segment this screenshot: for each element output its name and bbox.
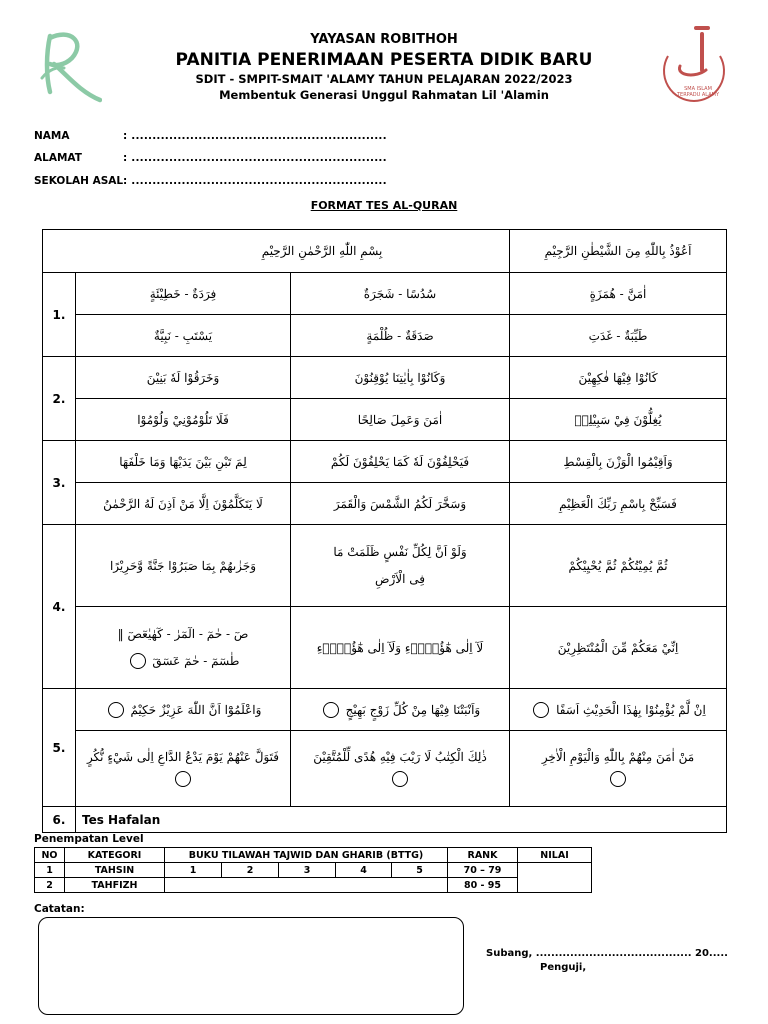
table-row (43, 357, 727, 399)
reading-cell: اِنِّيْ مَعَكُمْ مِّنَ الْمُنْتَظِرِيْنَ (510, 607, 727, 689)
basmalah-cell: بِسْمِ اللّٰهِ الرَّحْمٰنِ الرَّحِيْمِ (43, 230, 510, 273)
school-origin-field[interactable]: : ............................................................. (123, 175, 387, 187)
table-row (35, 878, 592, 893)
reading-cell: وَاَقِيْمُوا الْوَزْنَ بِالْقِسْطِ (510, 441, 727, 483)
reading-cell: وَخَرَقُوْا لَهٗ بَنِيْنَ (76, 357, 291, 399)
section-number: 1. (43, 273, 76, 357)
reading-cell: لَآ اِلٰى هٰٓؤُلَاۤءِ وَلَآ اِلٰى هٰٓؤُلَاۤءِ (291, 607, 510, 689)
section-number: 3. (43, 441, 76, 525)
level-cell: 1 (165, 863, 222, 878)
notes-box[interactable] (38, 917, 464, 1015)
reading-cell: اٰمَنَّ - هُمَزَةٍ (510, 273, 727, 315)
reading-cell: وَجَزٰىهُمْ بِمَا صَبَرُوْا جَنَّةً وَّحَرِيْرًا (76, 525, 291, 607)
placement-title: Penempatan Level (34, 833, 144, 845)
score-cell[interactable] (518, 863, 592, 893)
col-header: NO (35, 848, 65, 863)
school-line: SDIT - SMPIT-SMAIT 'ALAMY TAHUN PELAJARAN 2022/2023 (195, 72, 573, 86)
reading-cell (76, 607, 291, 689)
table-row (43, 273, 727, 315)
school-origin-label: SEKOLAH ASAL (34, 175, 124, 187)
reading-cell: يَسْتَبِ - نَبِيَّةٌ (76, 315, 291, 357)
level-cell (165, 878, 448, 893)
logo-caption: SMA ISLAM TERPADU ALAMY (676, 86, 719, 98)
ayah-text: ذٰلِكَ الْكِتٰبُ لَا رَيْبَ فِيْهِ هُدًى لِّلْمُتَّقِيْنَ (313, 749, 487, 764)
section-number: 6. (43, 807, 76, 833)
address-label: ALAMAT (34, 152, 82, 164)
foundation-name: YAYASAN ROBITHOH (310, 32, 458, 47)
section-number: 2. (43, 357, 76, 441)
table-row (43, 483, 727, 525)
address-field[interactable]: : ............................................................. (123, 152, 387, 164)
col-header: BUKU TILAWAH TAJWID DAN GHARIB (BTTG) (165, 848, 448, 863)
reading-cell: لِمَ تَبْنِ بَيْنَ يَدَيْهَا وَمَا خَلْفَهَا (76, 441, 291, 483)
reading-cell (76, 731, 291, 807)
reading-cell: ثُمَّ يُمِيْتُكُمْ ثُمَّ يُحْيِيْكُمْ (510, 525, 727, 607)
reading-cell (76, 689, 291, 731)
section-number: 4. (43, 525, 76, 689)
examiner-label: Penguji, (540, 962, 587, 973)
ayah-text: اِنْ لَّمْ يُؤْمِنُوْا بِهٰذَا الْحَدِيْثِ اَسَفًا (556, 702, 706, 717)
reading-cell: طَيِّبَةٌ - غَدَتِ (510, 315, 727, 357)
rank: 80 - 95 (448, 878, 518, 893)
committee-title: PANITIA PENERIMAAN PESERTA DIDIK BARU (175, 50, 593, 70)
reading-cell: كَانُوْا فِيْهَا فٰكِهِيْنَ (510, 357, 727, 399)
reading-cell: فَسَبِّحْ بِاسْمِ رَبِّكَ الْعَظِيْمِ (510, 483, 727, 525)
table-row (43, 731, 727, 807)
reading-cell: لَا يَتَكَلَّمُوْنَ اِلَّا مَنْ اَذِنَ لَهُ الرَّحْمٰنُ (76, 483, 291, 525)
category: TAHFIZH (65, 878, 165, 893)
ayah-text: وَاعْلَمُوْٓا اَنَّ اللّٰهَ عَزِيْزٌ حَكِيْمٌ (130, 702, 262, 717)
place-date: Subang, ......................................... 20..... (486, 948, 728, 959)
row-number: 1 (35, 863, 65, 878)
col-header: NILAI (518, 848, 592, 863)
reading-cell: صَدَقَةٌ - ظُلْمَةٍ (291, 315, 510, 357)
ayah-text: فَتَوَلَّ عَنْهُمْ يَوْمَ يَدْعُ الدَّاعِ اِلٰى شَيْءٍ نُّكُرٍ (86, 749, 280, 764)
name-field[interactable]: : ............................................................. (123, 130, 387, 142)
reading-cell: وَلَوْ اَنَّ لِكُلِّ نَفْسٍ ظَلَمَتْ مَا فِى الْاَرْضِ (291, 525, 510, 607)
reading-cell: فِرَدَةٌ - خَطِيْئَةٍ (76, 273, 291, 315)
table-row (43, 399, 727, 441)
ayah-marker-icon (392, 771, 408, 787)
ayah-text: مَنْ اٰمَنَ مِنْهُمْ بِاللّٰهِ وَالْيَوْمِ الْاٰخِرِ (541, 749, 695, 764)
format-title: FORMAT TES AL-QURAN (310, 199, 458, 212)
hafalan-label: Tes Hafalan (76, 807, 727, 833)
placement-header-row (35, 848, 592, 863)
col-header: RANK (448, 848, 518, 863)
col-header: KATEGORI (65, 848, 165, 863)
reading-cell: وَكَانُوْا بِاٰيٰتِنَا يُوْقِنُوْنَ (291, 357, 510, 399)
name-label: NAMA (34, 130, 70, 142)
ayah-marker-icon (108, 702, 124, 718)
notes-label: Catatan: (34, 903, 85, 915)
table-row (43, 607, 727, 689)
ayah-marker-icon (610, 771, 626, 787)
placement-table (34, 847, 592, 893)
category: TAHSIN (65, 863, 165, 878)
reading-cell: فَيَحْلِفُوْنَ لَهٗ كَمَا يَحْلِفُوْنَ لَكُمْ (291, 441, 510, 483)
reading-cell (291, 731, 510, 807)
ayah-marker-icon (533, 702, 549, 718)
hafalan-row (43, 807, 727, 833)
row-number: 2 (35, 878, 65, 893)
table-row (43, 525, 727, 607)
level-cell: 4 (336, 863, 392, 878)
ayah-marker-icon (130, 653, 146, 669)
ayah-marker-icon (323, 702, 339, 718)
ayah-text: وَاَنْبَتْنَا فِيْهَا مِنْ كُلِّ زَوْجٍ بَهِيْجٍ (345, 702, 481, 717)
reading-cell: اٰمَنَ وَعَمِلَ صَالِحًا (291, 399, 510, 441)
motto: Membentuk Generasi Unggul Rahmatan Lil 'Alamin (219, 88, 549, 102)
rank: 70 – 79 (448, 863, 518, 878)
level-cell: 3 (279, 863, 336, 878)
reading-cell (510, 689, 727, 731)
ayah-marker-icon (175, 771, 191, 787)
muqattaat-text: صٓ - حٰمٓ - الٓمٓرٰ - كٓهٰيٰعٓصٓ ‖ طٰسٓمٓ - حٰمٓ عٓسٓقٓ (117, 627, 249, 668)
level-cell: 5 (392, 863, 448, 878)
table-row (35, 863, 592, 878)
reading-cell: يُغِلُّوْنَ فِيْ سَبِيْلِهٖ (510, 399, 727, 441)
reading-cell (291, 689, 510, 731)
section-number: 5. (43, 689, 76, 807)
taawudz-cell: اَعُوْذُ بِاللّٰهِ مِنَ الشَّيْطٰنِ الرَّجِيْمِ (510, 230, 727, 273)
table-row (43, 441, 727, 483)
table-row (43, 689, 727, 731)
table-row (43, 315, 727, 357)
level-cell: 2 (222, 863, 279, 878)
quran-test-table (42, 229, 727, 833)
reading-cell: سُدُسًا - شَجَرَةٌ (291, 273, 510, 315)
reading-cell: فَلَا تَلُوْمُوْنِيْ وَلُوْمُوْا (76, 399, 291, 441)
reading-cell (510, 731, 727, 807)
reading-cell: وَسَخَّرَ لَكُمُ الشَّمْسَ وَالْقَمَرَ (291, 483, 510, 525)
opening-row (43, 230, 727, 273)
